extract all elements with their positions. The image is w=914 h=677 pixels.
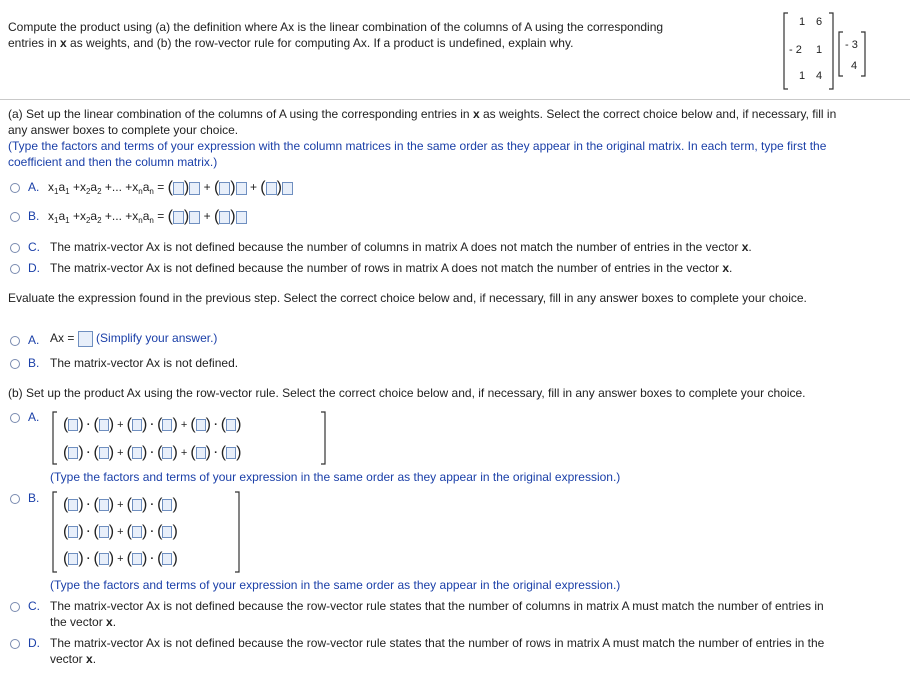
entry-input[interactable] bbox=[68, 499, 78, 511]
column-matrix-input[interactable] bbox=[189, 211, 200, 224]
matrix-a-cell: 1 bbox=[799, 70, 806, 82]
part-a-prompt-1: (a) Set up the linear combination of the columns of A using the corresponding entries in x as weights. Select the correct choice below and, if necessary, fill in bbox=[8, 107, 837, 121]
entry-input[interactable] bbox=[99, 419, 109, 431]
vector-x bbox=[838, 30, 866, 78]
evaluate-option-b-letter: B. bbox=[28, 356, 40, 370]
matrix-a-cell: 1 bbox=[816, 44, 823, 56]
part-b-option-b-letter: B. bbox=[28, 491, 40, 505]
part-b-option-a-hint: (Type the factors and terms of your expression in the same order as they appear in the original expression.) bbox=[50, 470, 621, 484]
part-b-option-a-letter: A. bbox=[28, 410, 40, 424]
entry-input[interactable] bbox=[68, 553, 78, 565]
part-b-option-a-radio[interactable] bbox=[10, 413, 20, 423]
part-b-option-d-radio[interactable] bbox=[10, 639, 20, 649]
part-b-option-b-radio[interactable] bbox=[10, 494, 20, 504]
entry-input[interactable] bbox=[132, 419, 142, 431]
part-b-option-c-line-1: The matrix-vector Ax is not defined because the row-vector rule states that the number of columns in matrix A must match the number of entries in bbox=[50, 599, 824, 613]
coefficient-input[interactable] bbox=[173, 182, 184, 195]
row-expression: ( ) · ( ) + ( ) · ( ) bbox=[63, 496, 178, 513]
matrix-a-cell: 4 bbox=[816, 70, 823, 82]
entry-input[interactable] bbox=[162, 447, 172, 459]
part-a-option-a-radio[interactable] bbox=[10, 183, 20, 193]
ax-answer-input[interactable] bbox=[78, 331, 93, 347]
part-a-option-c-text: The matrix-vector Ax is not defined because the number of columns in matrix A does not match the number of entries in the vector x. bbox=[50, 240, 752, 254]
part-a-option-b-radio[interactable] bbox=[10, 212, 20, 222]
part-a-option-b-letter: B. bbox=[28, 209, 40, 223]
coefficient-input[interactable] bbox=[266, 182, 277, 195]
evaluate-prompt: Evaluate the expression found in the previous step. Select the correct choice below and, if necessary, fill in any answer boxes to complete your choice. bbox=[8, 291, 807, 305]
part-b-option-c-letter: C. bbox=[28, 599, 40, 613]
matrix-a-cell: 6 bbox=[816, 16, 823, 28]
part-a-prompt-2: any answer boxes to complete your choice. bbox=[8, 123, 239, 137]
part-a-option-a-formula: $x_1a_1 +x_2a_2$ +... $+x_na_n$ = ( ) + ( ) + ( ) bbox=[48, 179, 293, 197]
column-matrix-input[interactable] bbox=[236, 182, 247, 195]
part-b-option-d-line-2: vector x. bbox=[50, 652, 97, 666]
section-divider bbox=[0, 99, 910, 100]
evaluate-option-a-radio[interactable] bbox=[10, 336, 20, 346]
part-a-option-d-letter: D. bbox=[28, 261, 40, 275]
entry-input[interactable] bbox=[99, 499, 109, 511]
coefficient-input[interactable] bbox=[219, 182, 230, 195]
part-a-option-a-letter: A. bbox=[28, 180, 40, 194]
part-b-option-d-letter: D. bbox=[28, 636, 40, 650]
matrix-a bbox=[783, 10, 834, 92]
column-matrix-input[interactable] bbox=[236, 211, 247, 224]
part-b-option-b-hint: (Type the factors and terms of your expression in the same order as they appear in the original expression.) bbox=[50, 578, 621, 592]
vector-x-entry: - 3 bbox=[845, 39, 858, 51]
vector-x-entry: 4 bbox=[851, 60, 858, 72]
matrix-a-cell: 1 bbox=[799, 16, 806, 28]
column-matrix-input[interactable] bbox=[189, 182, 200, 195]
evaluate-option-a-letter: A. bbox=[28, 333, 40, 347]
part-a-option-d-text: The matrix-vector Ax is not defined because the number of rows in matrix A does not match the number of entries in the vector x. bbox=[50, 261, 733, 275]
evaluate-option-b-text: The matrix-vector Ax is not defined. bbox=[50, 356, 239, 370]
column-matrix-input[interactable] bbox=[282, 182, 293, 195]
part-a-option-b-formula: $x_1a_1 +x_2a_2$ +... $+x_na_n$ = ( ) + ( ) bbox=[48, 208, 247, 226]
part-a-hint-2: coefficient and then the column matrix.) bbox=[8, 155, 218, 169]
part-a-option-d-radio[interactable] bbox=[10, 264, 20, 274]
entry-input[interactable] bbox=[162, 526, 172, 538]
part-a-hint-1: (Type the factors and terms of your expression with the column matrices in the same order as they appear in the original matrix. In each term, type first the bbox=[8, 139, 827, 153]
matrix-a-cell: - 2 bbox=[789, 44, 802, 56]
part-a-option-c-radio[interactable] bbox=[10, 243, 20, 253]
coefficient-input[interactable] bbox=[173, 211, 184, 224]
problem-line-2: entries in x as weights, and (b) the row-vector rule for computing Ax. If a product is undefined, explain why. bbox=[8, 36, 574, 50]
entry-input[interactable] bbox=[196, 419, 206, 431]
entry-input[interactable] bbox=[132, 499, 142, 511]
entry-input[interactable] bbox=[162, 553, 172, 565]
evaluate-option-a-row: Ax = (Simplify your answer.) bbox=[50, 331, 218, 346]
row-expression: ( ) · ( ) + ( ) · ( ) + ( ) · ( ) bbox=[63, 416, 242, 433]
coefficient-input[interactable] bbox=[219, 211, 230, 224]
entry-input[interactable] bbox=[99, 526, 109, 538]
row-expression: ( ) · ( ) + ( ) · ( ) bbox=[63, 550, 178, 567]
part-a-option-c-letter: C. bbox=[28, 240, 40, 254]
entry-input[interactable] bbox=[68, 526, 78, 538]
entry-input[interactable] bbox=[132, 447, 142, 459]
entry-input[interactable] bbox=[132, 526, 142, 538]
entry-input[interactable] bbox=[226, 419, 236, 431]
part-b-prompt: (b) Set up the product Ax using the row-vector rule. Select the correct choice below and, if necessary, fill in any answer boxes to complete your choice. bbox=[8, 386, 806, 400]
entry-input[interactable] bbox=[226, 447, 236, 459]
row-expression: ( ) · ( ) + ( ) · ( ) bbox=[63, 523, 178, 540]
entry-input[interactable] bbox=[162, 419, 172, 431]
problem-line-1: Compute the product using (a) the definition where Ax is the linear combination of the columns of A using the corresponding bbox=[8, 20, 664, 34]
part-b-option-a-matrix bbox=[51, 410, 327, 466]
row-expression: ( ) · ( ) + ( ) · ( ) + ( ) · ( ) bbox=[63, 444, 242, 461]
entry-input[interactable] bbox=[162, 499, 172, 511]
part-b-option-b-matrix bbox=[51, 490, 241, 574]
part-b-option-d-line-1: The matrix-vector Ax is not defined because the row-vector rule states that the number of rows in matrix A must match the number of entries in the bbox=[50, 636, 825, 650]
evaluate-option-b-radio[interactable] bbox=[10, 359, 20, 369]
entry-input[interactable] bbox=[68, 447, 78, 459]
entry-input[interactable] bbox=[68, 419, 78, 431]
part-b-option-c-radio[interactable] bbox=[10, 602, 20, 612]
entry-input[interactable] bbox=[99, 553, 109, 565]
entry-input[interactable] bbox=[196, 447, 206, 459]
entry-input[interactable] bbox=[99, 447, 109, 459]
part-b-option-c-line-2: the vector x. bbox=[50, 615, 117, 629]
entry-input[interactable] bbox=[132, 553, 142, 565]
